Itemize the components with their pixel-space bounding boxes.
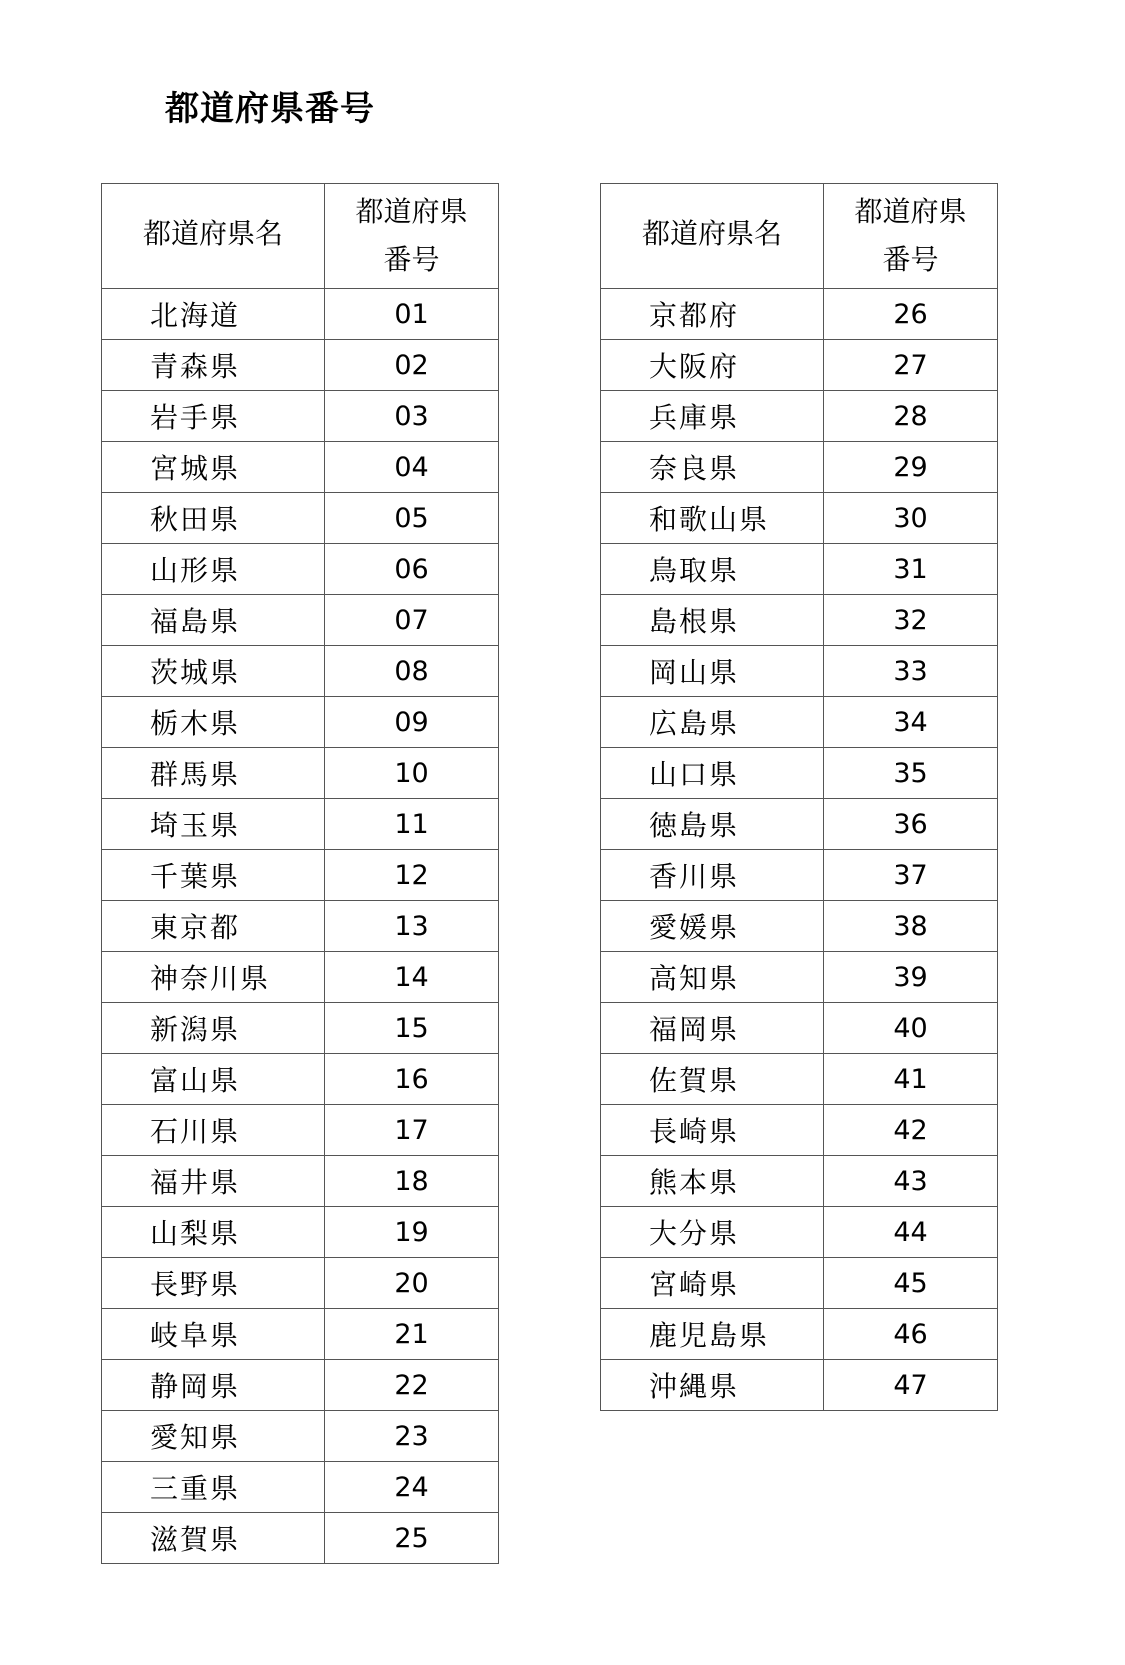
table-row <box>102 1411 499 1462</box>
table-row <box>601 391 998 442</box>
column-header-prefecture-number <box>824 184 998 289</box>
table-row <box>601 646 998 697</box>
prefecture-number-cell: 29 <box>824 442 998 493</box>
prefecture-name-cell: 宮崎県 <box>601 1258 824 1309</box>
prefecture-name-cell: 栃木県 <box>102 697 325 748</box>
page-title: 都道府県番号 <box>165 89 375 129</box>
table-row <box>601 1360 998 1411</box>
prefecture-number-cell: 45 <box>824 1258 998 1309</box>
prefecture-name-cell: 高知県 <box>601 952 824 1003</box>
prefecture-number-cell: 38 <box>824 901 998 952</box>
column-header-number-line2: 番号 <box>383 243 440 276</box>
prefecture-name-cell: 茨城県 <box>102 646 325 697</box>
prefecture-name-cell: 群馬県 <box>102 748 325 799</box>
prefecture-name-cell: 香川県 <box>601 850 824 901</box>
prefecture-name-cell: 山形県 <box>102 544 325 595</box>
column-header-prefecture-name: 都道府県名 <box>601 184 824 289</box>
prefecture-name-cell: 和歌山県 <box>601 493 824 544</box>
prefecture-number-cell: 17 <box>325 1105 499 1156</box>
prefecture-name-cell: 北海道 <box>102 289 325 340</box>
prefecture-number-cell: 40 <box>824 1003 998 1054</box>
table-row <box>102 442 499 493</box>
prefecture-number-cell: 27 <box>824 340 998 391</box>
prefecture-name-cell: 岐阜県 <box>102 1309 325 1360</box>
prefecture-name-cell: 山口県 <box>601 748 824 799</box>
table-row <box>601 1309 998 1360</box>
prefecture-number-cell: 37 <box>824 850 998 901</box>
table-row <box>601 340 998 391</box>
prefecture-name-cell: 兵庫県 <box>601 391 824 442</box>
prefecture-name-cell: 宮城県 <box>102 442 325 493</box>
table-row <box>102 901 499 952</box>
prefecture-name-cell: 徳島県 <box>601 799 824 850</box>
prefecture-number-cell: 47 <box>824 1360 998 1411</box>
prefecture-name-cell: 富山県 <box>102 1054 325 1105</box>
prefecture-name-cell: 長野県 <box>102 1258 325 1309</box>
prefecture-number-cell: 13 <box>325 901 499 952</box>
prefecture-number-cell: 46 <box>824 1309 998 1360</box>
column-header-prefecture-name: 都道府県名 <box>102 184 325 289</box>
prefecture-name-cell: 福島県 <box>102 595 325 646</box>
prefecture-number-cell: 20 <box>325 1258 499 1309</box>
table-row <box>102 1309 499 1360</box>
table-row <box>102 952 499 1003</box>
prefecture-number-cell: 14 <box>325 952 499 1003</box>
table-row <box>102 1462 499 1513</box>
table-row <box>601 697 998 748</box>
table-row <box>102 493 499 544</box>
prefecture-number-cell: 26 <box>824 289 998 340</box>
table-row <box>601 850 998 901</box>
prefecture-name-cell: 滋賀県 <box>102 1513 325 1564</box>
prefecture-name-cell: 佐賀県 <box>601 1054 824 1105</box>
prefecture-name-cell: 埼玉県 <box>102 799 325 850</box>
prefecture-table-right <box>600 183 998 1411</box>
table-row <box>601 289 998 340</box>
table-row <box>102 1105 499 1156</box>
prefecture-number-cell: 21 <box>325 1309 499 1360</box>
prefecture-name-cell: 千葉県 <box>102 850 325 901</box>
prefecture-number-cell: 03 <box>325 391 499 442</box>
prefecture-number-cell: 06 <box>325 544 499 595</box>
prefecture-name-cell: 東京都 <box>102 901 325 952</box>
prefecture-name-cell: 鹿児島県 <box>601 1309 824 1360</box>
prefecture-number-cell: 15 <box>325 1003 499 1054</box>
prefecture-number-cell: 22 <box>325 1360 499 1411</box>
prefecture-number-cell: 24 <box>325 1462 499 1513</box>
prefecture-number-cell: 12 <box>325 850 499 901</box>
table-row <box>102 340 499 391</box>
prefecture-name-cell: 新潟県 <box>102 1003 325 1054</box>
prefecture-table-left <box>101 183 499 1564</box>
prefecture-name-cell: 熊本県 <box>601 1156 824 1207</box>
table-row <box>102 1156 499 1207</box>
prefecture-number-cell: 42 <box>824 1105 998 1156</box>
prefecture-number-cell: 35 <box>824 748 998 799</box>
prefecture-number-cell: 07 <box>325 595 499 646</box>
prefecture-number-cell: 43 <box>824 1156 998 1207</box>
table-row <box>601 952 998 1003</box>
column-header-number-line1: 都道府県 <box>854 195 967 228</box>
column-header-number-line2: 番号 <box>882 243 939 276</box>
table-row <box>102 289 499 340</box>
table-row <box>102 1513 499 1564</box>
prefecture-number-cell: 25 <box>325 1513 499 1564</box>
prefecture-number-cell: 08 <box>325 646 499 697</box>
prefecture-name-cell: 福岡県 <box>601 1003 824 1054</box>
prefecture-number-cell: 33 <box>824 646 998 697</box>
table-header-row <box>102 184 499 289</box>
table-row <box>601 493 998 544</box>
table-row <box>601 1054 998 1105</box>
prefecture-number-cell: 28 <box>824 391 998 442</box>
prefecture-name-cell: 三重県 <box>102 1462 325 1513</box>
prefecture-number-cell: 39 <box>824 952 998 1003</box>
prefecture-number-cell: 34 <box>824 697 998 748</box>
prefecture-name-cell: 山梨県 <box>102 1207 325 1258</box>
prefecture-number-cell: 32 <box>824 595 998 646</box>
prefecture-name-cell: 鳥取県 <box>601 544 824 595</box>
table-row <box>102 697 499 748</box>
table-row <box>102 1207 499 1258</box>
table-row <box>601 799 998 850</box>
prefecture-number-cell: 18 <box>325 1156 499 1207</box>
table-row <box>601 1105 998 1156</box>
table-row <box>102 544 499 595</box>
table-row <box>601 544 998 595</box>
table-row <box>601 595 998 646</box>
prefecture-name-cell: 岩手県 <box>102 391 325 442</box>
prefecture-name-cell: 広島県 <box>601 697 824 748</box>
prefecture-name-cell: 秋田県 <box>102 493 325 544</box>
table-row <box>102 646 499 697</box>
prefecture-name-cell: 愛媛県 <box>601 901 824 952</box>
column-header-prefecture-number <box>325 184 499 289</box>
prefecture-name-cell: 大阪府 <box>601 340 824 391</box>
prefecture-name-cell: 沖縄県 <box>601 1360 824 1411</box>
prefecture-name-cell: 長崎県 <box>601 1105 824 1156</box>
table-row <box>601 748 998 799</box>
table-row <box>102 595 499 646</box>
prefecture-name-cell: 岡山県 <box>601 646 824 697</box>
table-row <box>601 1258 998 1309</box>
prefecture-number-cell: 23 <box>325 1411 499 1462</box>
prefecture-number-cell: 11 <box>325 799 499 850</box>
table-row <box>102 850 499 901</box>
prefecture-name-cell: 石川県 <box>102 1105 325 1156</box>
table-row <box>102 1054 499 1105</box>
prefecture-number-cell: 31 <box>824 544 998 595</box>
prefecture-number-cell: 16 <box>325 1054 499 1105</box>
prefecture-number-cell: 02 <box>325 340 499 391</box>
prefecture-number-cell: 10 <box>325 748 499 799</box>
table-row <box>102 391 499 442</box>
prefecture-name-cell: 福井県 <box>102 1156 325 1207</box>
prefecture-number-cell: 41 <box>824 1054 998 1105</box>
prefecture-number-cell: 01 <box>325 289 499 340</box>
table-row <box>102 799 499 850</box>
table-row <box>102 748 499 799</box>
prefecture-name-cell: 大分県 <box>601 1207 824 1258</box>
prefecture-name-cell: 島根県 <box>601 595 824 646</box>
table-row <box>601 442 998 493</box>
prefecture-number-cell: 30 <box>824 493 998 544</box>
prefecture-number-cell: 19 <box>325 1207 499 1258</box>
prefecture-number-cell: 05 <box>325 493 499 544</box>
prefecture-number-cell: 09 <box>325 697 499 748</box>
prefecture-number-cell: 04 <box>325 442 499 493</box>
table-row <box>102 1258 499 1309</box>
column-header-number-line1: 都道府県 <box>355 195 468 228</box>
prefecture-number-cell: 36 <box>824 799 998 850</box>
table-row <box>102 1360 499 1411</box>
prefecture-name-cell: 神奈川県 <box>102 952 325 1003</box>
table-row <box>601 901 998 952</box>
prefecture-name-cell: 静岡県 <box>102 1360 325 1411</box>
prefecture-number-cell: 44 <box>824 1207 998 1258</box>
table-row <box>601 1156 998 1207</box>
table-header-row <box>601 184 998 289</box>
prefecture-name-cell: 京都府 <box>601 289 824 340</box>
prefecture-name-cell: 愛知県 <box>102 1411 325 1462</box>
table-row <box>601 1207 998 1258</box>
table-row <box>601 1003 998 1054</box>
prefecture-name-cell: 青森県 <box>102 340 325 391</box>
prefecture-name-cell: 奈良県 <box>601 442 824 493</box>
table-row <box>102 1003 499 1054</box>
